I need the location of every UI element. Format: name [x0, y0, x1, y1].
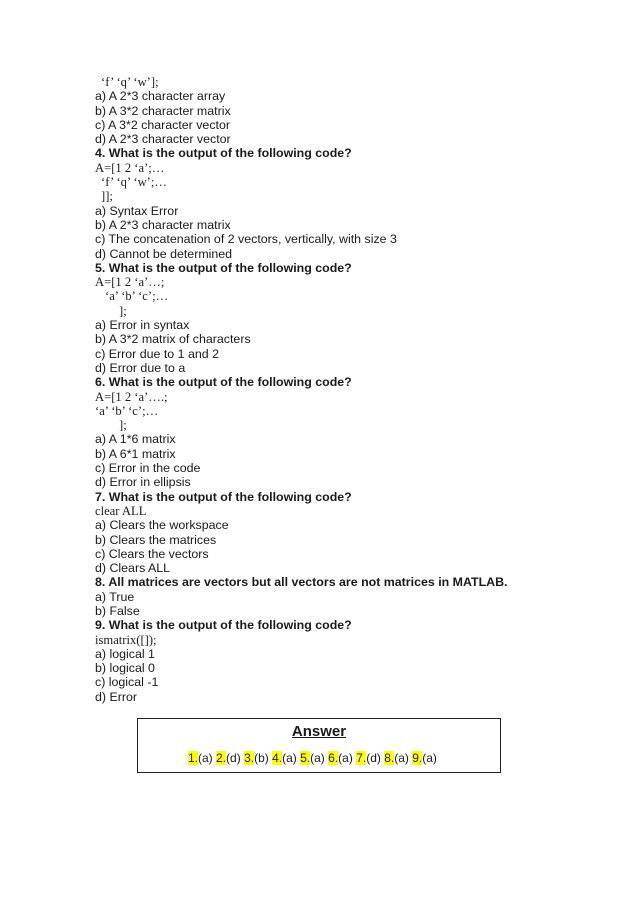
option-line: b) Clears the matrices — [95, 532, 217, 547]
code-line: ismatrix([]); — [95, 632, 157, 647]
code-line: ]]; — [101, 189, 113, 204]
answer-item — [300, 751, 325, 765]
answer-list — [188, 751, 437, 765]
answer-title: Answer — [291, 723, 347, 740]
question-line: 8. All matrices are vectors but all vectors are not matrices in MATLAB. — [95, 575, 508, 590]
question-line: 6. What is the output of the following code? — [95, 375, 352, 390]
answer-item — [244, 751, 269, 765]
option-line: c) Error due to 1 and 2 — [95, 346, 219, 361]
option-line: a) Error in syntax — [95, 318, 190, 333]
option-line: a) Clears the workspace — [95, 518, 229, 533]
option-line: a) Syntax Error — [95, 203, 179, 218]
code-line: ‘f’ ‘q’ ‘w’;… — [101, 175, 167, 190]
option-line: b) logical 0 — [95, 661, 155, 676]
answer-value: (a) — [310, 751, 325, 765]
code-line: A=[1 2 ‘a’;… — [95, 160, 165, 175]
option-line: d) Error due to a — [95, 360, 186, 375]
answer-number: 1. — [188, 751, 199, 765]
answer-item — [328, 751, 353, 765]
option-line: c) logical -1 — [95, 675, 159, 690]
code-line: A=[1 2 ‘a’…; — [95, 275, 165, 290]
option-line: d) Error in ellipsis — [95, 475, 191, 490]
option-line: a) True — [95, 589, 135, 604]
code-line: ]; — [119, 418, 127, 433]
option-line: c) Clears the vectors — [95, 546, 209, 561]
answer-item — [356, 751, 381, 765]
option-line: a) A 1*6 matrix — [95, 432, 176, 447]
option-line: d) Error — [95, 689, 137, 704]
answer-value: (d) — [366, 751, 381, 765]
option-line: c) Error in the code — [95, 461, 201, 476]
option-line: b) A 6*1 matrix — [95, 446, 176, 461]
answer-number: 9. — [412, 751, 423, 765]
option-line: b) A 2*3 character matrix — [95, 217, 231, 232]
option-line: d) A 2*3 character vector — [95, 132, 231, 147]
answer-number: 5. — [300, 751, 311, 765]
code-line: clear ALL — [95, 503, 147, 518]
answer-value: (a) — [282, 751, 297, 765]
answer-box — [137, 718, 501, 773]
option-line: d) Cannot be determined — [95, 246, 233, 261]
quiz-document — [95, 75, 615, 704]
answer-value: (b) — [254, 751, 269, 765]
option-line: b) A 3*2 character matrix — [95, 103, 231, 118]
question-line: 7. What is the output of the following code? — [95, 489, 352, 504]
answer-number: 7. — [356, 751, 367, 765]
answer-number: 4. — [272, 751, 283, 765]
option-line: a) logical 1 — [95, 646, 155, 661]
answer-value: (a) — [198, 751, 213, 765]
option-line: b) False — [95, 603, 140, 618]
code-line: ]; — [119, 303, 127, 318]
answer-number: 8. — [384, 751, 395, 765]
answer-number: 3. — [244, 751, 255, 765]
answer-item — [216, 751, 241, 765]
question-line: 5. What is the output of the following code? — [95, 260, 352, 275]
option-line: d) Clears ALL — [95, 561, 171, 576]
code-line: A=[1 2 ‘a’….; — [95, 389, 168, 404]
answer-value: (a) — [422, 751, 437, 765]
answer-item — [272, 751, 297, 765]
answer-value: (a) — [394, 751, 409, 765]
answer-item — [188, 751, 213, 765]
answer-number: 2. — [216, 751, 227, 765]
answer-number: 6. — [328, 751, 339, 765]
question-line: 4. What is the output of the following code? — [95, 146, 352, 161]
code-line: ‘f’ ‘q’ ‘w’]; — [101, 75, 159, 89]
code-line: ‘a’ ‘b’ ‘c’;… — [105, 289, 169, 304]
answer-item — [384, 751, 409, 765]
code-line: ‘a’ ‘b’ ‘c’;… — [95, 403, 159, 418]
option-line: b) A 3*2 matrix of characters — [95, 332, 251, 347]
option-line: c) A 3*2 character vector — [95, 117, 230, 132]
option-line: c) The concatenation of 2 vectors, vertically, with size 3 — [95, 232, 397, 247]
answer-value: (a) — [338, 751, 353, 765]
option-line: a) A 2*3 character array — [95, 89, 226, 104]
answer-item — [412, 751, 437, 765]
answer-value: (d) — [226, 751, 241, 765]
question-line: 9. What is the output of the following code? — [95, 618, 352, 633]
